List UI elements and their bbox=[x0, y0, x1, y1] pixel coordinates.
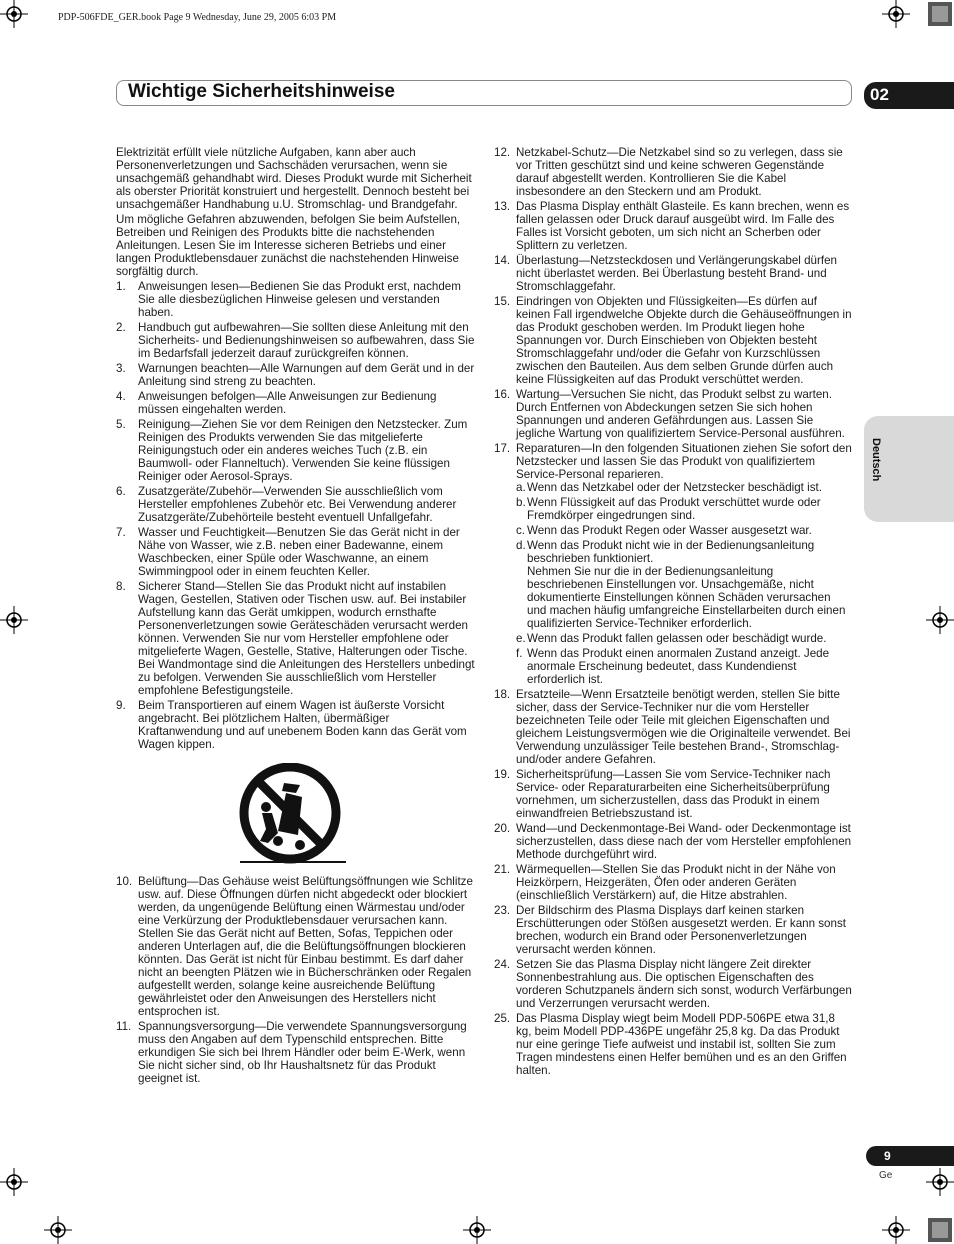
list-item bbox=[116, 390, 476, 416]
intro-paragraph: Um mögliche Gefahren abzuwenden, befolgen Sie beim Aufstellen, Betreiben und Reinigen des Produkts bitte die nachstehenden Anleitungen. Lesen Sie im Interesse sicheren Betriebs und einer langen Produktlebensdauer zunächst die nachstehenden Hinweise sorgfältig durch. bbox=[116, 213, 461, 278]
registration-mark-icon bbox=[882, 1216, 910, 1244]
safety-list-right bbox=[494, 146, 852, 1077]
sub-item-text: Wenn das Produkt fallen gelassen oder beschädigt wurde. bbox=[527, 632, 827, 645]
item-number: 3. bbox=[116, 362, 126, 375]
list-item bbox=[116, 280, 476, 319]
registration-mark-icon bbox=[0, 1168, 28, 1196]
list-item bbox=[116, 1020, 476, 1085]
item-text: Belüftung—Das Gehäuse weist Belüftungsöffnungen wie Schlitze usw. auf. Diese Öffnungen dürfen nicht abgedeckt oder blockiert werden, da ungenügende Belüftung einen Wärmestau und/oder eine Verkürzung der Produktlebensdauer verursachen kann. Stellen Sie das Gerät nicht auf Betten, Sofas, Teppichen oder anderen Unterlagen auf, die die Belüftungsöffnungen blockieren könnten. Das Gerät ist nicht für Einbau bestimmt. Es darf daher nicht an beengten Plätzen wie in Bücherschränken oder Regalen aufgestellt werden, solange keine ausreichende Belüftung gewährleistet oder den Anweisungen des Herstellers nicht entsprochen ist. bbox=[138, 875, 473, 1018]
item-text: Reinigung—Ziehen Sie vor dem Reinigen den Netzstecker. Zum Reinigen des Produkts verwenden Sie das mitgelieferte Reinigungstuch oder ein anderes weiches Tuch (z.B. ein Baumwoll- oder Flanneltuch). Verwenden Sie keine flüssigen Reiniger oder Aerosol-Sprays. bbox=[138, 418, 468, 483]
sub-item-letter: b. bbox=[516, 496, 526, 509]
item-number: 19. bbox=[494, 768, 511, 781]
item-number: 21. bbox=[494, 863, 511, 876]
item-text: Sicherer Stand—Stellen Sie das Produkt nicht auf instabilen Wagen, Gestellen, Stativen oder Tischen usw. auf. Bei instabiler Aufstellung kann das Gerät umkippen, wodurch ernsthafte Personenverletzungen sowie Geräteschäden verursacht werden können. Verwenden Sie nur vom Hersteller empfohlene oder mitgelieferte Wagen, Gestelle, Stative, Halterungen oder Tische. Bei Wandmontage sind die Anleitungen des Herstellers unbedingt zu befolgen. Verwenden Sie ausschließlich vom Hersteller empfohlene Befestigungsteile. bbox=[138, 580, 475, 697]
sub-item-text: Wenn das Produkt einen anormalen Zustand anzeigt. Jede anormale Erscheinung bedeutet, dass Kundendienst erforderlich ist. bbox=[527, 647, 830, 686]
item-text: Wand—und Deckenmontage-Bei Wand- oder Deckenmontage ist sicherzustellen, dass diese nach der vom Hersteller empfohlenen Methode durchgeführt wird. bbox=[516, 822, 852, 861]
registration-mark-icon bbox=[463, 1216, 491, 1244]
print-info: PDP-506FDE_GER.book Page 9 Wednesday, June 29, 2005 6:03 PM bbox=[58, 12, 337, 23]
sub-item-letter: c. bbox=[516, 524, 526, 537]
list-item bbox=[494, 904, 852, 956]
item-number: 5. bbox=[116, 418, 126, 431]
item-text: Der Bildschirm des Plasma Displays darf keinen starken Erschütterungen oder Stößen ausgesetzt werden. Er kann sonst brechen, wodurch ein Brand oder Personenverletzungen verursacht werden können. bbox=[516, 904, 846, 956]
item-text: Beim Transportieren auf einem Wagen ist äußerste Vorsicht angebracht. Bei plötzlichem Halten, übermäßiger Kraftanwendung und auf unebenem Boden kann das Gerät vom Wagen kippen. bbox=[138, 699, 467, 751]
color-bar-icon bbox=[926, 0, 954, 28]
item-text: Wasser und Feuchtigkeit—Benutzen Sie das Gerät nicht in der Nähe von Wasser, wie z.B. neben einer Badewanne, einem Waschbecken, einer Spüle oder Waschwanne, an einem Swimmingpool oder in einem feuchten Keller. bbox=[138, 526, 460, 578]
page-title: Wichtige Sicherheitshinweise bbox=[128, 81, 395, 102]
list-item bbox=[494, 688, 852, 766]
list-item bbox=[494, 146, 852, 198]
list-item bbox=[494, 768, 852, 820]
item-text: Spannungsversorgung—Die verwendete Spannungsversorgung muss den Angaben auf dem Typenschild entsprechen. Bitte erkundigen Sie sich bei Ihrem Händler oder beim E-Werk, wenn Sie nicht sicher sind, ob Ihr Haushaltsnetz für das Produkt geeignet ist. bbox=[138, 1020, 467, 1085]
sub-item-text: Wenn das Produkt nicht wie in der Bedienungsanleitung beschrieben funktioniert. bbox=[527, 539, 815, 565]
item-number: 7. bbox=[116, 526, 126, 539]
item-text: Sicherheitsprüfung—Lassen Sie vom Service-Techniker nach Service- oder Reparaturarbeiten eine Sicherheitsüberprüfung vornehmen, um sicherzustellen, dass das Produkt in einem einwandfreien Betriebszustand ist. bbox=[516, 768, 831, 820]
sub-item-letter: f. bbox=[516, 647, 523, 660]
sub-list-item bbox=[516, 539, 852, 630]
list-item bbox=[116, 321, 476, 360]
item-number: 8. bbox=[116, 580, 126, 593]
item-text: Warnungen beachten—Alle Warnungen auf dem Gerät und in der Anleitung sind streng zu beachten. bbox=[138, 362, 475, 388]
item-text: Wartung—Versuchen Sie nicht, das Produkt selbst zu warten. Durch Entfernen von Abdeckungen setzen Sie sich hohen Spannungen und anderen Gefährdungen aus. Lassen Sie jegliche Wartung von qualifiziertem Service-Personal ausführen. bbox=[516, 388, 845, 440]
sub-list-item bbox=[516, 632, 852, 645]
list-item bbox=[494, 442, 852, 686]
sub-list-item bbox=[516, 524, 852, 537]
item-text: Handbuch gut aufbewahren—Sie sollten diese Anleitung mit den Sicherheits- und Bedienungshinweisen so aufbewahren, dass Sie im Bedarfsfall jederzeit darauf zurückgreifen können. bbox=[138, 321, 475, 360]
list-item bbox=[494, 863, 852, 902]
item-text: Eindringen von Objekten und Flüssigkeiten—Es dürfen auf keinen Fall irgendwelche Objekte durch die Gehäuseöffnungen in das Produkt geschoben werden. Im Produkt liegen hohe Spannungen vor. Durch Einschieben von Objekten besteht Stromschlaggefahr und/oder die Gefahr von Kurzschlüssen zwischen den Bauteilen. Aus dem selben Grunde dürfen auch keine Flüssigkeiten auf das Produkt verschüttet werden. bbox=[516, 295, 852, 386]
item-number: 17. bbox=[494, 442, 511, 455]
list-item bbox=[494, 254, 852, 293]
sub-item-note: Nehmen Sie nur die in der Bedienungsanleitung beschriebenen Einstellungen vor. Unsachgemäße, nicht dokumentierte Einstellungen können Schäden verursachen und machen häufig umfangreiche Einstellarbeiten durch einen qualifizierten Service-Techniker erforderlich. bbox=[527, 565, 846, 630]
sub-list-item bbox=[516, 481, 852, 494]
item-text: Setzen Sie das Plasma Display nicht längere Zeit direkter Sonnenbestrahlung aus. Die optischen Eigenschaften des vorderen Schutzpanels ändern sich sonst, wodurch Verfärbungen und Verzerrungen verursacht werden. bbox=[516, 958, 852, 1010]
item-number: 23. bbox=[494, 904, 511, 917]
item-text: Wärmequellen—Stellen Sie das Produkt nicht in der Nähe von Heizkörpern, Heizgeräten, Öfen oder anderen Geräten (einschließlich Verstärkern) auf, die Hitze abstrahlen. bbox=[516, 863, 836, 902]
item-text: Das Plasma Display enthält Glasteile. Es kann brechen, wenn es fallen gelassen oder Druck darauf ausgeübt wird. Im Falle des Falles ist Vorsicht geboten, um sich nicht an Scherben oder Splittern zu verletzen. bbox=[516, 200, 850, 252]
item-number: 25. bbox=[494, 1012, 511, 1025]
item-number: 24. bbox=[494, 958, 511, 971]
sub-item-text: Wenn Flüssigkeit auf das Produkt verschüttet wurde oder Fremdkörper eingedrungen sind. bbox=[527, 496, 821, 522]
registration-mark-icon bbox=[0, 0, 28, 28]
list-item bbox=[116, 485, 476, 524]
item-number: 4. bbox=[116, 390, 126, 403]
item-number: 2. bbox=[116, 321, 126, 334]
left-column bbox=[116, 146, 476, 1087]
safety-list bbox=[116, 280, 476, 751]
item-number: 11. bbox=[116, 1020, 132, 1033]
item-number: 15. bbox=[494, 295, 511, 308]
registration-mark-icon bbox=[44, 1216, 72, 1244]
chapter-tab: 02 bbox=[864, 82, 954, 109]
safety-list-continued bbox=[116, 875, 476, 1085]
item-number: 6. bbox=[116, 485, 126, 498]
registration-mark-icon bbox=[926, 606, 954, 634]
item-text: Überlastung—Netzsteckdosen und Verlängerungskabel dürfen nicht überlastet werden. Bei Überlastung besteht Brand- und Stromschlaggefahr. bbox=[516, 254, 837, 293]
list-item bbox=[116, 362, 476, 388]
color-bar-icon bbox=[926, 1216, 954, 1244]
item-number: 16. bbox=[494, 388, 511, 401]
item-text: Reparaturen—In den folgenden Situationen ziehen Sie sofort den Netzstecker und lassen Sie das Produkt von qualifiziertem Service-Personal reparieren. bbox=[516, 442, 852, 481]
page-number: 9 bbox=[866, 1146, 954, 1166]
item-number: 1. bbox=[116, 280, 126, 293]
repair-conditions-list bbox=[516, 481, 852, 686]
sub-item-text: Wenn das Netzkabel oder der Netzstecker beschädigt ist. bbox=[527, 481, 822, 494]
list-item bbox=[494, 295, 852, 386]
sub-item-text: Wenn das Produkt Regen oder Wasser ausgesetzt war. bbox=[527, 524, 812, 537]
sub-item-letter: d. bbox=[516, 539, 526, 552]
list-item bbox=[494, 200, 852, 252]
item-number: 12. bbox=[494, 146, 511, 159]
sub-list-item bbox=[516, 496, 852, 522]
item-number: 18. bbox=[494, 688, 511, 701]
sub-item-letter: e. bbox=[516, 632, 526, 645]
page-language-code: Ge bbox=[879, 1170, 893, 1181]
list-item bbox=[116, 580, 476, 697]
item-text: Anweisungen lesen—Bedienen Sie das Produkt erst, nachdem Sie alle diesbezüglichen Hinweise gelesen und verstanden haben. bbox=[138, 280, 461, 319]
registration-mark-icon bbox=[0, 606, 28, 634]
list-item bbox=[116, 875, 476, 1018]
cart-warning-figure bbox=[116, 763, 476, 867]
item-text: Das Plasma Display wiegt beim Modell PDP-506PE etwa 31,8 kg, beim Modell PDP-436PE ungefähr 25,8 kg. Da das Produkt nur eine geringe Tiefe aufweist und instabil ist, sollten Sie zum Tragen mindestens einen Helfer bemühen und es an den Griffen halten. bbox=[516, 1012, 847, 1077]
language-label: Deutsch bbox=[870, 438, 882, 482]
list-item bbox=[116, 418, 476, 483]
item-text: Anweisungen befolgen—Alle Anweisungen zur Bedienung müssen eingehalten werden. bbox=[138, 390, 437, 416]
list-item bbox=[494, 388, 852, 440]
item-number: 13. bbox=[494, 200, 511, 213]
list-item bbox=[116, 699, 476, 751]
item-text: Netzkabel-Schutz—Die Netzkabel sind so zu verlegen, dass sie vor Tritten geschützt sind und keine schweren Gegenstände darauf abgestellt werden. Kontrollieren Sie die Kabel insbesondere an den Steckern und am Produkt. bbox=[516, 146, 843, 198]
item-text: Ersatzteile—Wenn Ersatzteile benötigt werden, stellen Sie bitte sicher, dass der Service-Techniker nur die vom Hersteller bezeichneten Teile oder Teile mit gleichen Eigenschaften und gleichem Leistungsvermögen wie die Originalteile verwendet. Bei Verwendung unzulässiger Teile bestehen Brand-, Stromschlag- und/oder andere Gefahren. bbox=[516, 688, 851, 766]
sub-item-letter: a. bbox=[516, 481, 526, 494]
item-number: 9. bbox=[116, 699, 126, 712]
list-item bbox=[494, 958, 852, 1010]
item-number: 20. bbox=[494, 822, 511, 835]
sub-list-item bbox=[516, 647, 852, 686]
item-number: 10. bbox=[116, 875, 133, 888]
list-item bbox=[494, 822, 852, 861]
item-text: Zusatzgeräte/Zubehör—Verwenden Sie ausschließlich vom Hersteller empfohlenes Zubehör etc. Bei Verwendung anderer Zusatzgeräte/Zubehörteile besteht eventuell Unfallgefahr. bbox=[138, 485, 457, 524]
item-number: 14. bbox=[494, 254, 511, 267]
list-item bbox=[116, 526, 476, 578]
registration-mark-icon bbox=[882, 0, 910, 28]
intro-paragraph: Elektrizität erfüllt viele nützliche Aufgaben, kann aber auch Personenverletzungen und Sachschäden verursachen, wenn sie unsachgemäß gehandhabt wird. Dieses Produkt wurde mit Sicherheit als oberster Priorität konstruiert und hergestellt. Dennoch besteht bei unsachgemäßer Handhabung u.U. Stromschlag- und Brandgefahr. bbox=[116, 146, 472, 211]
cart-tip-over-warning-icon bbox=[238, 763, 348, 867]
registration-mark-icon bbox=[926, 1168, 954, 1196]
list-item bbox=[494, 1012, 852, 1077]
right-column bbox=[494, 146, 852, 1079]
